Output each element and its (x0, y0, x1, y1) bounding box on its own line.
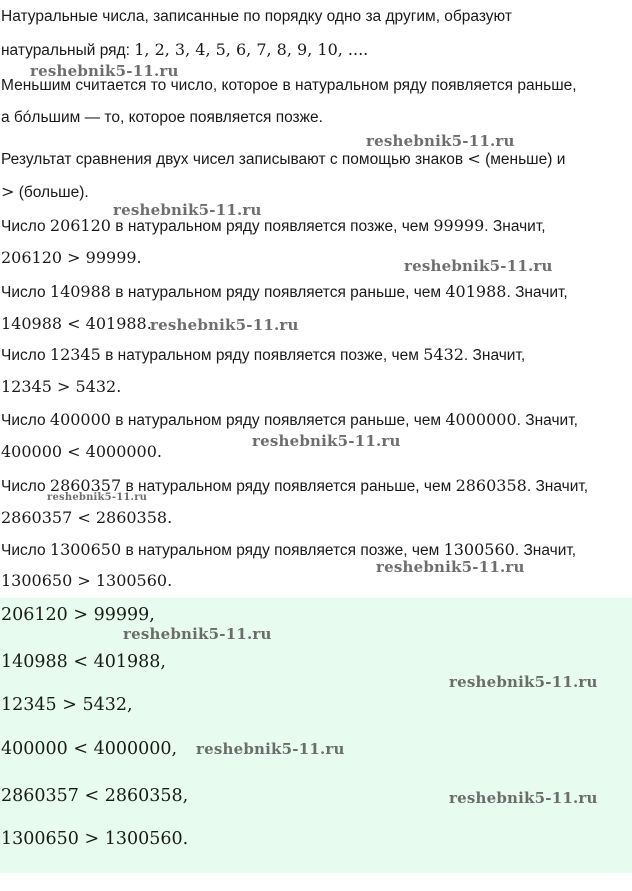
example-3-result: 12345 > 5432. (1, 377, 122, 396)
answer-line-2: 140988 < 401988, (1, 652, 166, 672)
answer-line-1: 206120 > 99999, (1, 605, 155, 625)
watermark: reshebnik5-11.ru (123, 625, 272, 643)
example-number: 99999 (433, 216, 485, 235)
answer-line-4: 400000 < 4000000, (1, 739, 178, 759)
intro-line-1 (1, 7, 512, 27)
answer-line-3: 12345 > 5432, (1, 695, 133, 715)
example-number: 12345 (49, 345, 101, 364)
example-1-statement (1, 216, 546, 237)
example-4-statement (1, 410, 578, 431)
example-1-result: 206120 > 99999. (1, 248, 142, 267)
example-number: 400000 (49, 410, 111, 429)
example-text: . Значит, (506, 284, 568, 301)
example-text: в натуральном ряду появляется раньше, чем (115, 412, 442, 429)
intro-text: Натуральные числа, записанные по порядку одно за другим, образуют (1, 8, 512, 25)
example-text: . Значит, (463, 347, 526, 364)
example-number: 140988 (49, 282, 111, 301)
example-text: . Значит, (484, 218, 546, 235)
example-3-statement (1, 345, 525, 366)
watermark: reshebnik5-11.ru (366, 132, 515, 150)
signs-line-1 (1, 149, 565, 170)
example-number: 5432 (423, 345, 464, 364)
watermark: reshebnik5-11.ru (404, 257, 553, 275)
watermark: reshebnik5-11.ru (449, 673, 598, 691)
example-number: 2860358 (455, 476, 527, 495)
example-number: 1300650 (49, 540, 122, 559)
example-text: Число (1, 542, 46, 559)
signs-line-2 (1, 182, 89, 203)
example-2-result: 140988 < 401988. (1, 314, 152, 333)
example-text: в натуральном ряду появляется позже, чем (115, 218, 430, 235)
rule-text-2: а бóльшим — то, которое появляется позже. (1, 109, 323, 126)
example-text: . Значит, (526, 478, 589, 495)
example-text: Число (1, 218, 46, 235)
example-number: 1300560 (443, 540, 515, 559)
example-text: . Значит, (516, 412, 578, 429)
answer-line-5: 2860357 < 2860358, (1, 786, 189, 806)
example-text: Число (1, 412, 46, 429)
example-2-statement (1, 282, 568, 303)
example-number: 4000000 (445, 410, 517, 429)
example-text: в натуральном ряду появляется позже, чем (105, 347, 419, 364)
answer-line-6: 1300650 > 1300560. (1, 829, 189, 849)
watermark: reshebnik5-11.ru (449, 789, 598, 807)
watermark: reshebnik5-11.ru (376, 558, 525, 576)
watermark: reshebnik5-11.ru (30, 62, 179, 80)
watermark: reshebnik5-11.ru (47, 492, 148, 503)
example-number: 401988 (445, 282, 507, 301)
less-label: (меньше) и (485, 151, 566, 168)
natural-row-label: натуральный ряд: (1, 42, 130, 59)
example-number: 206120 (49, 216, 111, 235)
watermark: reshebnik5-11.ru (150, 316, 299, 334)
example-text: в натуральном ряду появляется позже, чем (125, 542, 440, 559)
less-sign: < (467, 149, 481, 168)
example-4-result: 400000 < 4000000. (1, 442, 162, 461)
example-text: Число (1, 347, 46, 364)
example-text: в натуральном ряду появляется раньше, чем (115, 284, 442, 301)
rule-line-2 (1, 108, 323, 128)
signs-text: Результат сравнения двух чисел записывают с помощью знаков (1, 151, 464, 168)
example-5-result: 2860357 < 2860358. (1, 508, 173, 527)
watermark: reshebnik5-11.ru (113, 201, 262, 219)
example-number: 2860357 (49, 476, 122, 495)
greater-label: (больше). (18, 184, 89, 201)
example-text: Число (1, 284, 46, 301)
example-text: в натуральном ряду появляется раньше, чем (125, 478, 452, 495)
watermark: reshebnik5-11.ru (252, 432, 401, 450)
example-6-result: 1300650 > 1300560. (1, 571, 173, 590)
watermark: reshebnik5-11.ru (196, 740, 345, 758)
example-text: Число (1, 478, 46, 495)
example-text: . Значит, (514, 542, 577, 559)
greater-sign: > (1, 182, 15, 201)
intro-line-2 (1, 40, 368, 61)
rule-text-1: Меньшим считается то число, которое в натуральном ряду появляется раньше, (1, 77, 577, 94)
answer-box (0, 598, 632, 873)
natural-row-sequence: 1, 2, 3, 4, 5, 6, 7, 8, 9, 10, .... (134, 40, 369, 59)
